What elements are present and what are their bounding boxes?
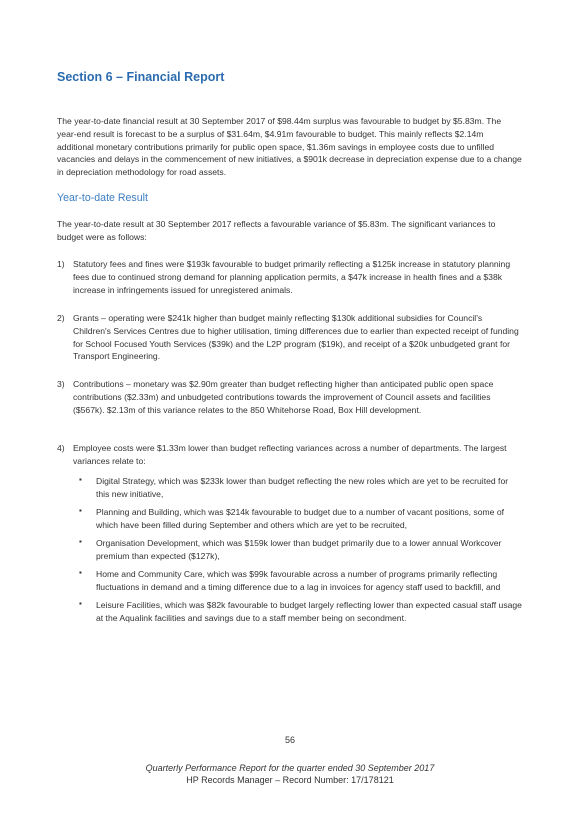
list-item-text: Employee costs were $1.33m lower than budget reflecting variances across a number of departments. The largest variances relate to: xyxy=(73,443,507,466)
footer-record-number: HP Records Manager – Record Number: 17/178121 xyxy=(186,775,394,785)
bullet-text: Leisure Facilities, which was $82k favourable to budget largely reflecting lower than expected casual staff usage at the Aqualink facilities and savings due to a staff member being on secondment. xyxy=(96,600,522,624)
bullet-icon: ▪ xyxy=(79,537,82,547)
bullet-icon: ▪ xyxy=(79,599,82,609)
list-item-text: Contributions – monetary was $2.90m greater than budget reflecting higher than anticipated public open space contributions ($2.33m) and unbudgeted contributions towards the improvement of Council assets and facilities ($567k). $2.13m of this variance relates to the 850 Whitehorse Road, Box Hill development. xyxy=(73,379,494,415)
bullet-item xyxy=(79,568,523,594)
ytd-heading: Year-to-date Result xyxy=(57,192,148,204)
list-item xyxy=(57,312,522,363)
bullet-icon: ▪ xyxy=(79,506,82,516)
list-item-number: 4) xyxy=(57,443,65,453)
list-item xyxy=(57,378,522,416)
list-item xyxy=(57,442,522,468)
bullet-item xyxy=(79,506,523,532)
bullet-list xyxy=(79,475,523,630)
bullet-text: Organisation Development, which was $159k lower than budget primarily due to a lower annual Workcover premium than expected ($127k), xyxy=(96,538,502,561)
list-item-number: 3) xyxy=(57,379,65,389)
bullet-item xyxy=(79,537,523,563)
bullet-item xyxy=(79,475,523,501)
bullet-item xyxy=(79,599,523,625)
bullet-text: Home and Community Care, which was $99k favourable across a number of programs primarily reflecting fluctuations in demand and a timing difference due to a lag in invoices for agency staff used to backfill, and xyxy=(96,569,501,593)
intro-paragraph: The year-to-date financial result at 30 September 2017 of $98.44m surplus was favourable to budget by $5.83m. The year-end result is forecast to be a surplus of $31.64m, $4.91m favourable to budget. This mainly reflects $2.14m additional monetary contributions primarily for public open space, $1.36m savings in employee costs due to unfilled vacancies and delays in the commencement of new initiatives, a $901k decrease in depreciation expense due to a change in depreciation methodology for road assets. xyxy=(57,116,522,178)
bullet-icon: ▪ xyxy=(79,475,82,484)
list-item-text: Statutory fees and fines were $193k favourable to budget primarily reflecting a $125k increase in statutory planning fees due to continued strong demand for planning application permits, a $47k increase in health fines and a $38k increase in infringements issued for unregistered animals. xyxy=(73,259,511,295)
ytd-intro-paragraph: The year-to-date result at 30 September 2017 reflects a favourable variance of $5.83m. The significant variances to budget were as follows: xyxy=(57,219,496,242)
list-item xyxy=(57,258,522,296)
footer-report-title: Quarterly Performance Report for the quarter ended 30 September 2017 xyxy=(145,763,435,773)
page-number: 56 xyxy=(284,735,295,745)
bullet-text: Planning and Building, which was $214k favourable to budget due to a number of vacant positions, some of which have been filled during September and others which are yet to be recruited, xyxy=(96,507,504,530)
list-item-number: 2) xyxy=(57,313,65,323)
list-item-number: 1) xyxy=(57,259,65,269)
list-item-text: Grants – operating were $241k higher than budget mainly reflecting $130k additional subsidies for Council's Children's Services Centres due to higher utilisation, timing differences due to earlier than expected receipt of funding for School Focused Youth Services ($39k) and the L2P program ($19k), and receipt of a $20k unbudgeted grant for Transport Engineering. xyxy=(73,313,519,362)
section-title: Section 6 – Financial Report xyxy=(57,70,225,84)
bullet-icon: ▪ xyxy=(79,568,82,578)
bullet-text: Digital Strategy, which was $233k lower than budget reflecting the new roles which are yet to be recruited for this new initiative, xyxy=(96,476,509,499)
